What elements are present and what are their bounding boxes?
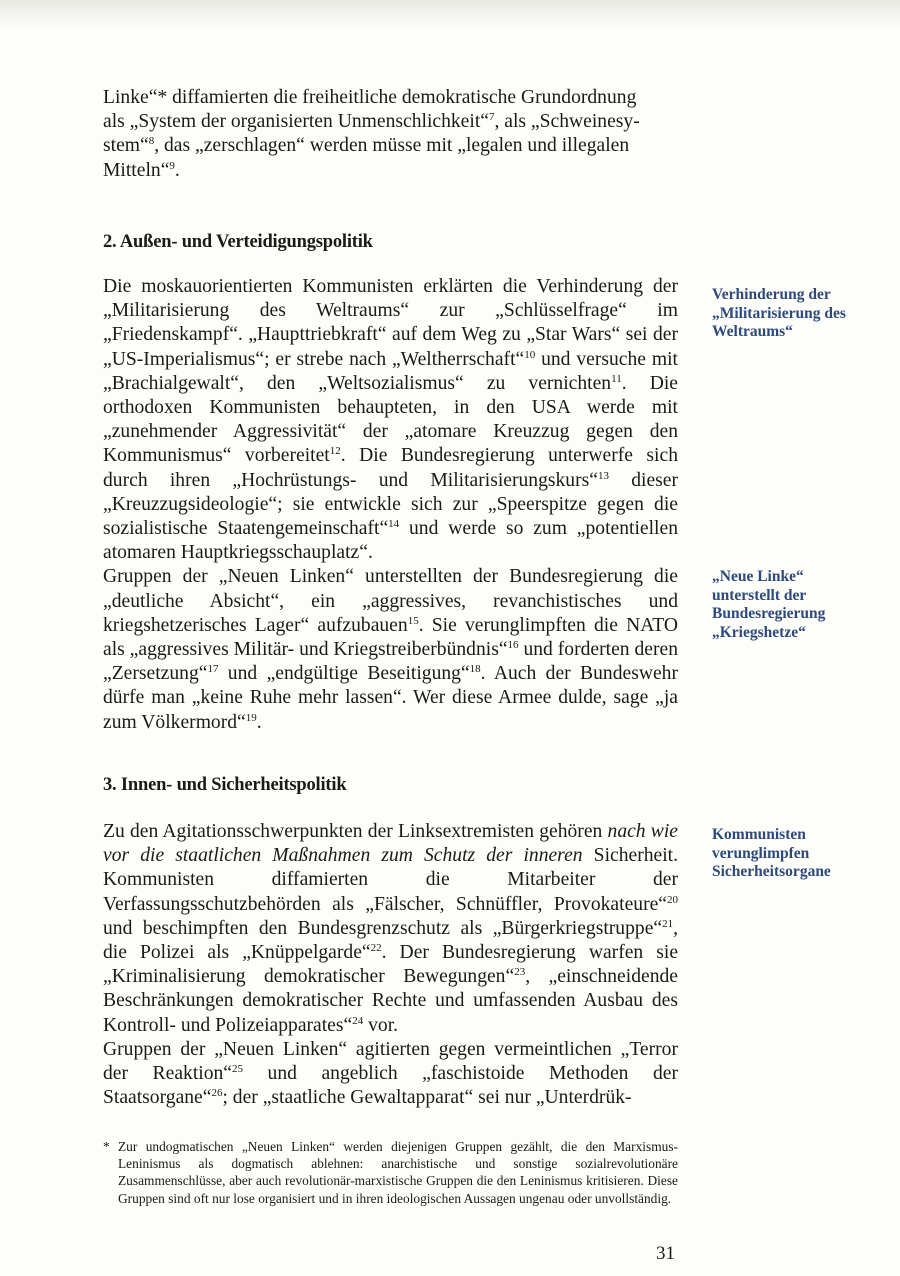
margin-note-kriegshetze: „Neue Linke“ unterstellt der Bundesregierung „Kriegshetze“: [712, 568, 826, 641]
section-3-paragraph-2: Gruppen der „Neuen Linken“ agitierten gegen vermeintlichen „Terror der Reaktion“$^{25}$ und angeblich „faschistoide Methoden der Staatsorgane“$^{26}$; der „staatliche Gewaltapparat“ sei nur „Unterdrük-: [103, 1038, 678, 1109]
footnote: [103, 1138, 678, 1207]
margin-note-sicherheitsorgane: Kommunisten verunglimpfen Sicherheitsorgane: [712, 826, 831, 881]
scan-top-edge: [0, 0, 900, 28]
section-3-heading: 3. Innen- und Sicherheitspolitik: [103, 775, 347, 795]
section-3-body: [103, 820, 678, 1110]
footnote-ref-8: 8: [148, 135, 155, 148]
footnote-ref-9: 9: [169, 159, 175, 172]
page-number: 31: [656, 1243, 675, 1264]
section-2-body: [103, 275, 678, 735]
footnote-asterisk: *: [103, 1139, 110, 1154]
section-2-paragraph-2: Gruppen der „Neuen Linken“ unterstellten der Bundesregierung die „deutliche Absicht“, ein „aggressives, revanchistisches und kriegshetzerisches Lager“ aufzubauen$^{15}$. Sie verunglimpften die NATO als „aggressives Militär- und Kriegstreiberbündnis“$^{16}$ und forderten deren „Zersetzung“$^{17}$ und „endgültige Beseitigung“$^{18}$. Auch der Bundeswehr dürfe man „keine Ruhe mehr lassen“. Wer diese Armee dulde, sage „ja zum Völkermord“$^{19}$.: [103, 566, 678, 733]
intro-paragraph: Linke“* diffamierten die freiheitliche demokratische Grundordnung als „System der organisierten Unmenschlichkeit“$^7$, als „Schweinesy- stem“$^8$, das „zerschlagen“ werden müsse mit „legalen und illegalen Mitteln“$^9$.: [103, 87, 640, 181]
intro-line-1: Linke“* diffamierten die freiheitliche demokratische Grundordnung: [103, 87, 637, 108]
section-2-paragraph-1: Die moskauorientierten Kommunisten erklärten die Verhinderung der „Militarisierung des Weltraums“ zur „Schlüsselfrage“ im „Friedenskampf“. „Haupttriebkraft“ auf dem Weg zu „Star Wars“ sei der „US-Imperialismus“; er strebe nach „Weltherrschaft“$^{10}$ und versuche mit „Brachialgewalt“, den „Weltsozialismus“ zu vernichten$^{11}$. Die orthodoxen Kommunisten behaupteten, in den USA werde mit „zunehmender Aggressivität“ der „atomare Kreuzzug gegen den Kommunismus“ vorbereitet$^{12}$. Die Bundesregierung unterwerfe sich durch ihren „Hochrüstungs- und Militarisierungskurs“$^{13}$ dieser „Kreuzzugsideologie“; sie entwickle sich zur „Speerspitze gegen die sozialistische Staatengemeinschaft“$^{14}$ und werde so zum „potentiellen atomaren Hauptkriegsschauplatz“.: [103, 276, 678, 564]
margin-note-weltraum: Verhinderung der „Militarisierung des Weltraums“: [712, 286, 846, 341]
footnote-text: Zur undogmatischen „Neuen Linken“ werden diejenigen Gruppen gezählt, die den Marxismus-Leninismus als dogmatisch ablehnen: anarchistische und sonstige sozialrevolutionäre Zusammenschlüsse, aber auch revolutionär-marxistische Gruppen die den Leninismus kritisieren. Diese Gruppen sind oft nur lose organisiert und in ihren ideologischen Aussagen ungenau oder unvollständig.: [118, 1139, 678, 1206]
footnote-ref-7: 7: [488, 111, 495, 124]
section-3-paragraph-1: Zu den Agitationsschwerpunkten der Linksextremisten gehören nach wie vor die staatlichen Maßnahmen zum Schutz der inneren Sicherheit. Kommunisten diffamierten die Mitarbeiter der Verfassungsschutzbehörden als „Fälscher, Schnüffler, Provokateure“$^{20}$ und beschimpften den Bundesgrenzschutz als „Bürgerkriegstruppe“$^{21}$, die Polizei als „Knüppelgarde“$^{22}$. Der Bundesregierung warfen sie „Kriminalisierung demokratischer Bewegungen“$^{23}$, „einschneidende Beschränkungen demokratischer Rechte und umfassenden Ausbau des Kontroll- und Polizeiapparates“$^{24}$ vor.: [103, 821, 679, 1036]
section-2-heading: 2. Außen- und Verteidigungspolitik: [103, 232, 373, 252]
